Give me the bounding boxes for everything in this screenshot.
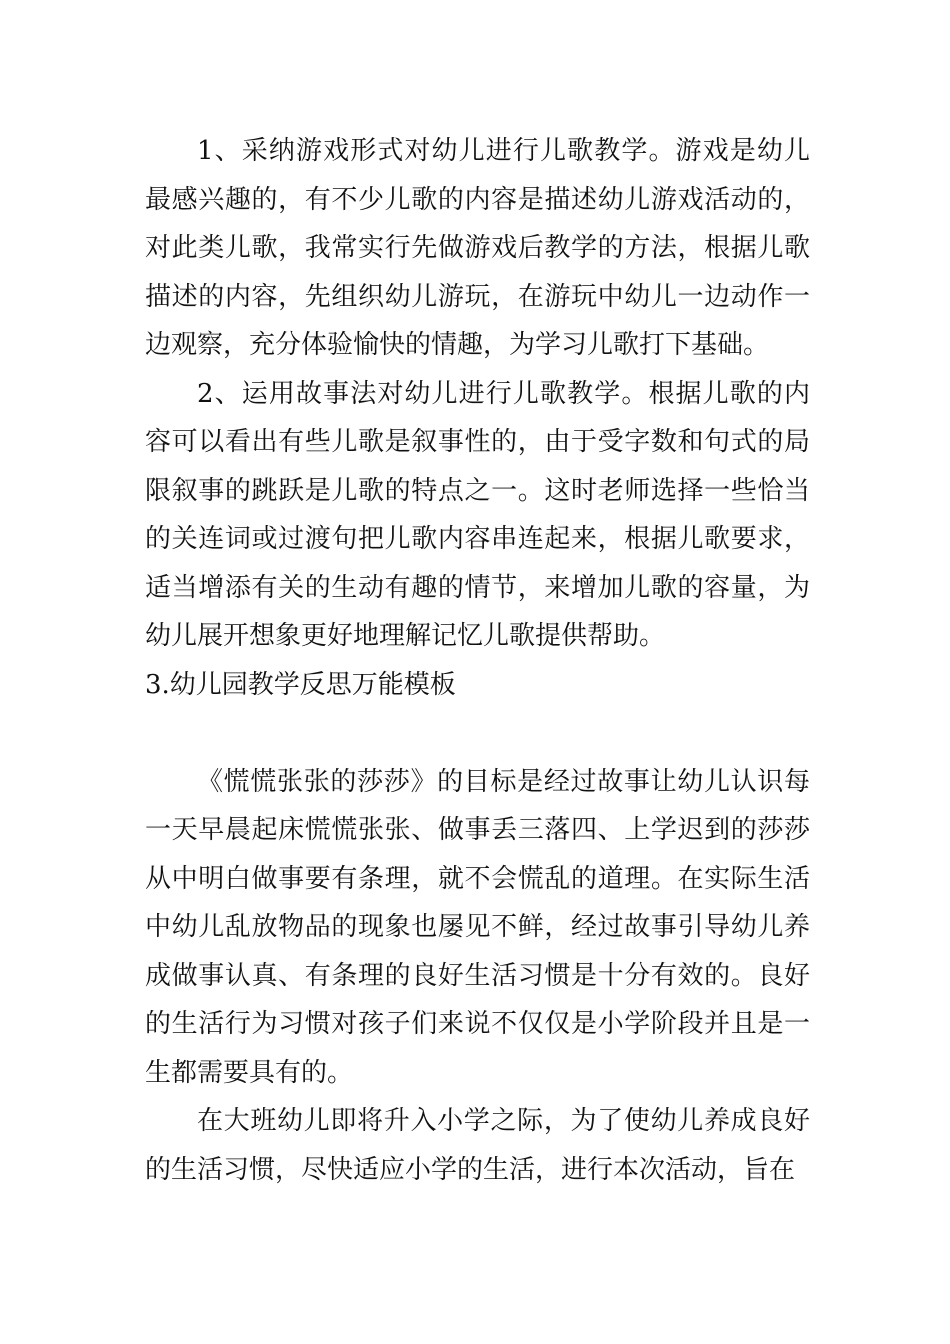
paragraph-activity-purpose: 在大班幼儿即将升入小学之际，为了使幼儿养成良好的生活习惯，尽快适应小学的生活，进行本次活动，旨在: [145, 1106, 810, 1185]
paragraph-story-goal: 《慌慌张张的莎莎》的目标是经过故事让幼儿认识每一天早晨起床慌慌张张、做事丢三落四、上学迟到的莎莎从中明白做事要有条理，就不会慌乱的道理。在实际生活中幼儿乱放物品的现象也屡见不鲜，经过故事引导幼儿养成做事认真、有条理的良好生活习惯是十分有效的。良好的生活行为习惯对孩子们来说不仅仅是小学阶段并且是一生都需要具有的。: [145, 766, 810, 1088]
section-heading: 3.幼儿园教学反思万能模板: [145, 669, 456, 700]
blank-line: [145, 709, 810, 758]
paragraph-story-method: 2、运用故事法对幼儿进行儿歌教学。根据儿歌的内容可以看出有些儿歌是叙事性的，由于受字数和句式的局限叙事的跳跃是儿歌的特点之一。这时老师选择一些恰当的关连词或过渡句把儿歌内容串连起来，根据儿歌要求，适当增添有关的生动有趣的情节，来增加儿歌的容量，为幼儿展开想象更好地理解记忆儿歌提供帮助。: [145, 378, 810, 651]
paragraph-game-method: 1、采纳游戏形式对幼儿进行儿歌教学。游戏是幼儿最感兴趣的，有不少儿歌的内容是描述幼儿游戏活动的，对此类儿歌，我常实行先做游戏后教学的方法，根据儿歌描述的内容，先组织幼儿游玩，在游玩中幼儿一边动作一边观察，充分体验愉快的情趣，为学习儿歌打下基础。: [145, 136, 810, 360]
document-body: [145, 127, 810, 1194]
